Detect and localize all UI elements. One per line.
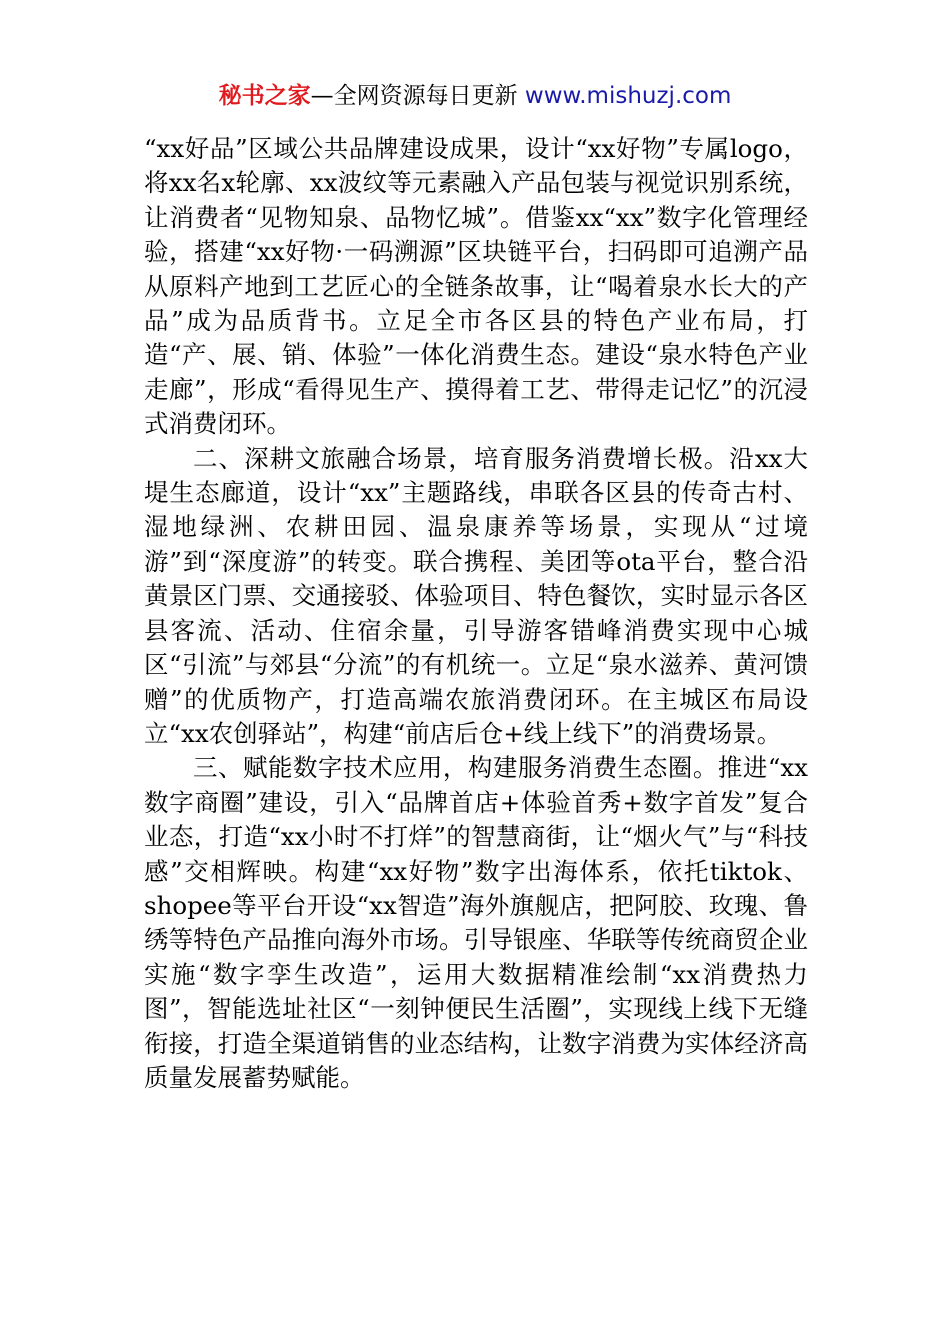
document-body bbox=[144, 132, 808, 1095]
site-brand: 秘书之家 bbox=[218, 83, 311, 109]
paragraph-digital-tech: 三、赋能数字技术应用，构建服务消费生态圈。推进“xx数字商圈”建设，引入“品牌首店+体验首秀+数字首发”复合业态，打造“xx小时不打烊”的智慧商街，让“烟火气”与“科技感”交相辉映。构建“xx好物”数字出海体系，依托tiktok、shopee等平台开设“xx智造”海外旗舰店，把阿胶、玫瑰、鲁绣等特色产品推向海外市场。引导银座、华联等传统商贸企业实施“数字孪生改造”，运用大数据精准绘制“xx消费热力图”，智能选址社区“一刻钟便民生活圈”，实现线上线下无缝衔接，打造全渠道销售的业态结构，让数字消费为实体经济高质量发展蓄势赋能。 bbox=[144, 753, 808, 1092]
paragraph-brand-building: “xx好品”区域公共品牌建设成果，设计“xx好物”专属logo，将xx名x轮廓、xx波纹等元素融入产品包装与视觉识别系统，让消费者“见物知泉、品物忆城”。借鉴xx“xx”数字化管理经验，搭建“xx好物·一码溯源”区块链平台，扫码即可追溯产品从原料产地到工艺匠心的全链条故事，让“喝着泉水长大的产品”成为品质背书。立足全市各区县的特色产业布局，打造“产、展、销、体验”一体化消费生态。建设“泉水特色产业走廊”，形成“看得见生产、摸得着工艺、带得走记忆”的沉浸式消费闭环。 bbox=[144, 134, 808, 439]
site-header bbox=[0, 80, 950, 112]
site-tagline: —全网资源每日更新 bbox=[310, 83, 525, 109]
paragraph-culture-tourism: 二、深耕文旅融合场景，培育服务消费增长极。沿xx大堤生态廊道，设计“xx”主题路线，串联各区县的传奇古村、湿地绿洲、农耕田园、温泉康养等场景，实现从“过境游”到“深度游”的转变。联合携程、美团等ota平台，整合沿黄景区门票、交通接驳、体验项目、特色餐饮，实时显示各区县客流、活动、住宿余量，引导游客错峰消费实现中心城区“引流”与郊县“分流”的有机统一。立足“泉水滋养、黄河馈赠”的优质物产，打造高端农旅消费闭环。在主城区布局设立“xx农创驿站”，构建“前店后仓+线上线下”的消费场景。 bbox=[144, 443, 808, 748]
site-url-link[interactable]: www.mishuzj.com bbox=[524, 83, 732, 109]
